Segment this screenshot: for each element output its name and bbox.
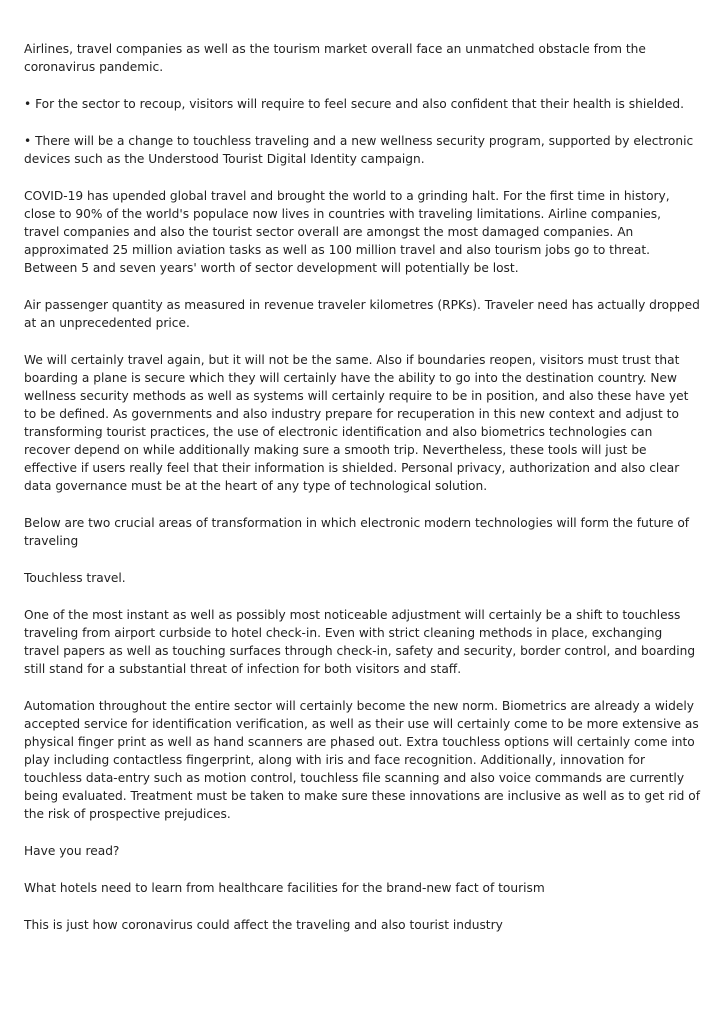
transformation-areas-paragraph: Below are two crucial areas of transformation in which electronic modern technologies will form the future of traveling xyxy=(24,516,690,548)
automation-paragraph: Automation throughout the entire sector will certainly become the new norm. Biometrics are already a widely accepted service for identification verification, as well as their use will certainly come to be more extensive as physical finger print as well as hand scanners are phased out. Extra touchless options will certainly come into play including contactless fingerprint, along with iris and face recognition. Additionally, innovation for touchless data-entry such as motion control, touchless file scanning and also voice commands are currently being evaluated. Treatment must be taken to make sure these innovations are inclusive as well as to get rid of the risk of prospective prejudices. xyxy=(24,699,701,821)
touchless-shift-paragraph: One of the most instant as well as possibly most noticeable adjustment will certainly be a shift to touchless traveling from airport curbside to hotel check-in. Even with strict cleaning methods in place, exchanging travel papers as well as touching surfaces through check-in, safety and security, border control, and boarding still stand for a substantial threat of infection for both visitors and staff. xyxy=(24,608,696,676)
travel-again-paragraph: We will certainly travel again, but it will not be the same. Also if boundaries reopen, visitors must trust that boarding a plane is secure which they will certainly have the ability to go into the destination country. New wellness security methods as well as systems will certainly require to be in position, and also these have yet to be defined. As governments and also industry prepare for recuperation in this new context and adjust to transforming tourist practices, the use of electronic identification and also biometrics technologies can recover depend on while additionally making sure a smooth trip. Nevertheless, these tools will just be effective if users really feel that their information is shielded. Personal privacy, authorization and also clear data governance must be at the heart of any type of technological solution. xyxy=(24,353,689,493)
document-body xyxy=(24,40,700,953)
related-article-coronavirus: This is just how coronavirus could affect the traveling and also tourist industry xyxy=(24,918,503,932)
related-article-hotels: What hotels need to learn from healthcare facilities for the brand-new fact of tourism xyxy=(24,881,545,895)
passenger-volume-paragraph: Air passenger quantity as measured in revenue traveler kilometres (RPKs). Traveler need has actually dropped at an unprecedented price. xyxy=(24,298,700,330)
bullet-paragraph-recovery: • For the sector to recoup, visitors will require to feel secure and also confident that their health is shielded. xyxy=(24,97,684,111)
intro-paragraph: Airlines, travel companies as well as the tourism market overall face an unmatched obstacle from the coronavirus pandemic. xyxy=(24,42,646,74)
covid-impact-paragraph: COVID-19 has upended global travel and brought the world to a grinding halt. For the first time in history, close to 90% of the world's populace now lives in countries with traveling limitations. Airline companies, travel companies and also the tourist sector overall are amongst the most damaged companies. An approximated 25 million aviation tasks as well as 100 million travel and also tourism jobs go to threat. Between 5 and seven years' worth of sector development will potentially be lost. xyxy=(24,189,670,275)
have-you-read-label: Have you read? xyxy=(24,844,120,858)
bullet-paragraph-touchless: • There will be a change to touchless traveling and a new wellness security program, supported by electronic devices such as the Understood Tourist Digital Identity campaign. xyxy=(24,134,694,166)
touchless-travel-heading: Touchless travel. xyxy=(24,571,126,585)
